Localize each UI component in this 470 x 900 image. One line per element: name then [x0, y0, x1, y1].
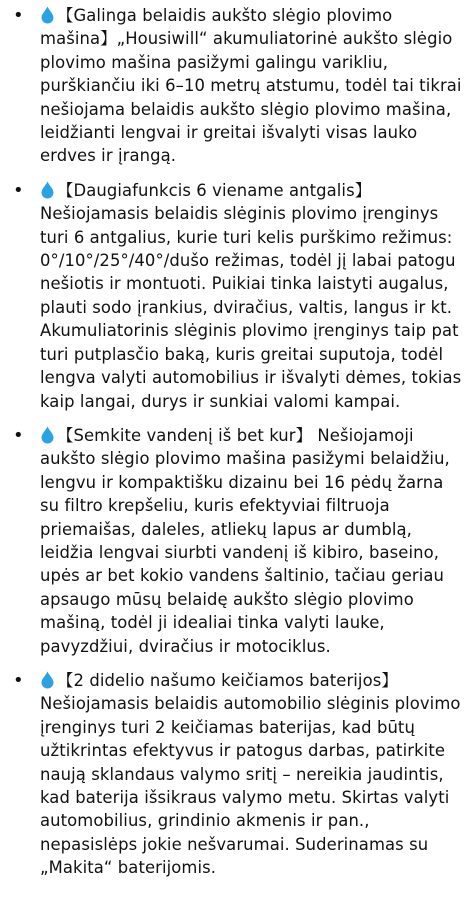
list-item — [0, 669, 470, 880]
item-text: 【Semkite vandenį iš bet kur】 Nešiojamoji aukšto slėgio plovimo mašina pasižymi belaidžiu, lengvu ir kompaktišku dizainu bei 16 pėdų žarna su filtro krepšeliu, kuris efektyviai filtruoja priemaišas, daleles, atliekų lapus ar dumblą, leidžia lengvai siurbti vandenį iš kibiro, baseino, upės ar bet kokio vandens šaltinio, tačiau geriau apsaugo mūsų belaidę aukšto slėgio plovimo mašiną, todėl ji idealiai tinka valyti lauke, pavyzdžiui, dviračius ir motociklus. — [40, 425, 450, 656]
bullet: • — [13, 424, 24, 446]
bullet: • — [13, 179, 24, 201]
water-drop-icon — [40, 426, 55, 444]
item-text: 【2 didelio našumo keičiamos baterijos】Nešiojamasis belaidis automobilio slėginis plovimo įrenginys turi 2 keičiamas baterijas, kad būtų užtikrintas efektyvus ir patogus darbas, patirkite naują sklandaus valymo sritį – nereikia jaudintis, kad baterija išsikraus valymo metu. Skirtas valyti automobilius, grindinio akmenis ir pan., nepasislėps jokie nešvarumai. Suderinamas su „Makita“ baterijomis. — [40, 670, 461, 878]
list-item — [0, 4, 470, 168]
bullet: • — [13, 5, 24, 26]
bullet: • — [13, 669, 24, 691]
list-item — [0, 179, 470, 413]
water-drop-icon — [40, 6, 55, 24]
water-drop-icon — [40, 671, 55, 689]
list-item — [0, 424, 470, 658]
feature-list — [0, 4, 470, 891]
item-text: 【Daugiafunkcis 6 viename antgalis】Nešiojamasis belaidis slėginis plovimo įrenginys turi 6 antgalius, kurie turi kelis purškimo režimus: 0°/10°/25°/40°/dušo režimas, todėl jį labai patogu nešiotis ir montuoti. Puikiai tinka laistyti augalus, plauti sodo įrankius, dviračius, valtis, langus ir kt. Akumuliatorinis slėginis plovimo įrenginys taip pat turi putplasčio baką, kuris greitai suputoja, todėl lengva valyti automobilius ir išvalyti dėmes, tokias kaip langai, durys ir sunkiai valomi kampai. — [40, 180, 462, 411]
item-text: 【Galinga belaidis aukšto slėgio plovimo mašina】„Housiwill“ akumuliatorinė aukšto slėgio plovimo mašina pasižymi galingu varikliu, purškiančiu iki 6–10 metrų atstumu, todėl tai tikrai nešiojama belaidis aukšto slėgio plovimo mašina, leidžianti lengvai ir greitai išvalyti visas lauko erdves ir įrangą. — [40, 6, 462, 166]
water-drop-icon — [40, 181, 55, 199]
